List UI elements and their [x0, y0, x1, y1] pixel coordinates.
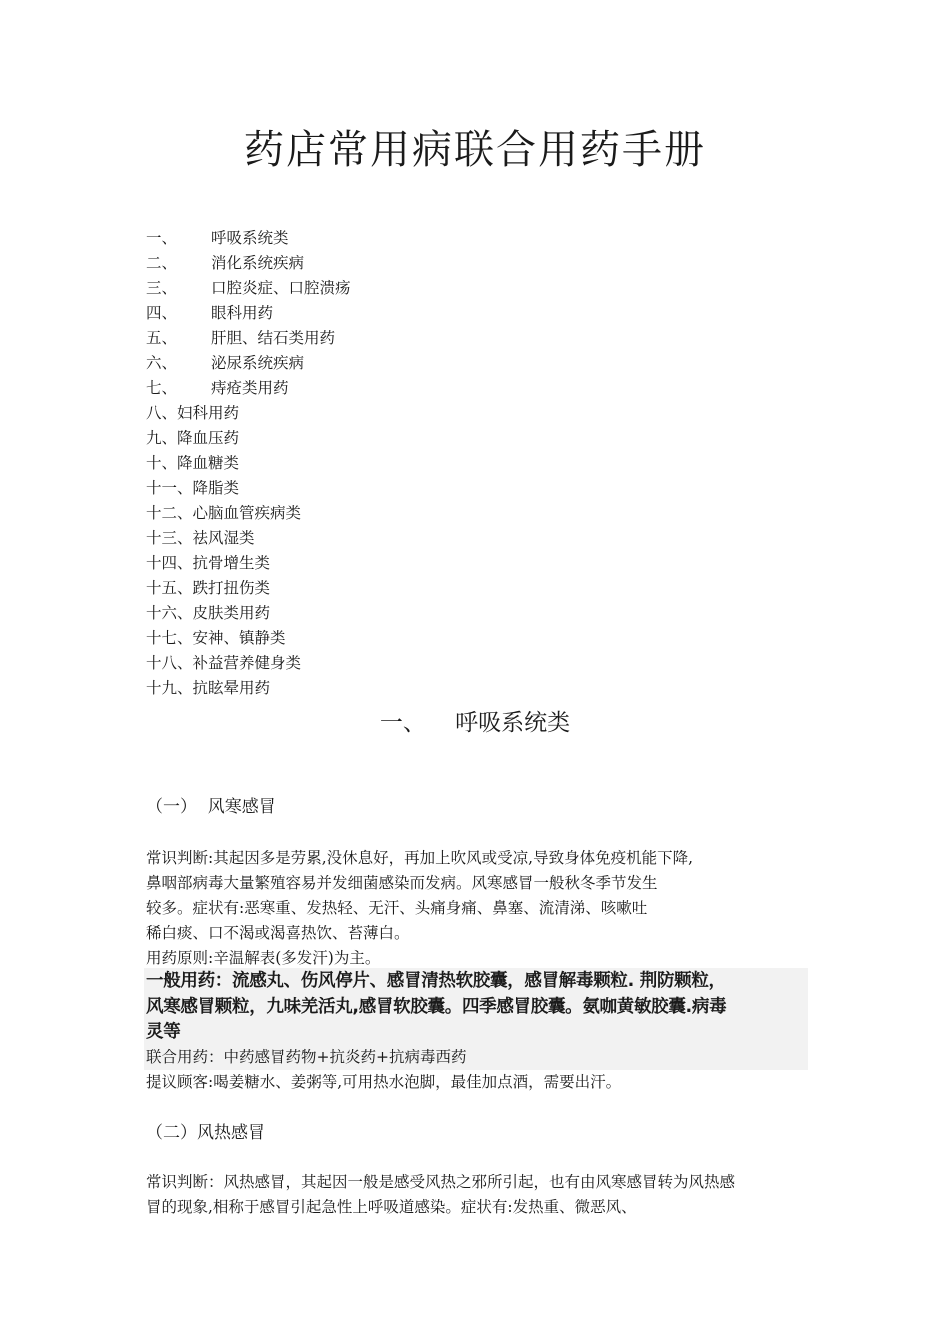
toc-item-number: 六、: [146, 354, 178, 372]
general-medication-line: 一般用药：流感丸、伤风停片、感冒清热软胶囊，感冒解毒颗粒. 荆防颗粒，: [146, 971, 726, 991]
toc-item-number: 十九、: [146, 679, 193, 697]
customer-advice: 提议顾客:喝姜糖水、姜粥等,可用热水泡脚，最佳加点酒，需要出汗。: [146, 1073, 622, 1091]
toc-item-label: 安神、镇静类: [192, 629, 286, 647]
table-of-contents: [146, 226, 806, 701]
toc-item-label: 跌打扭伤类: [192, 579, 271, 597]
toc-item-number: 九、: [146, 429, 178, 447]
toc-item-label: 妇科用药: [177, 404, 240, 422]
paragraph-line: 较多。症状有:恶寒重、发热轻、无汗、头痛身痛、鼻塞、流清涕、咳嗽吐: [146, 899, 648, 917]
toc-item: [146, 426, 806, 451]
paragraph-line: 冒的现象,相称于感冒引起急性上呼吸道感染。症状有:发热重、微恶风、: [146, 1198, 637, 1216]
medication-principle: 用药原则:辛温解表(多发汗)为主。: [146, 949, 381, 967]
toc-item-number: 十三、: [146, 529, 193, 547]
toc-item: [146, 576, 806, 601]
toc-item-label: 降脂类: [192, 479, 240, 497]
toc-item: [146, 376, 806, 401]
paragraph-line: 常识判断：风热感冒，其起因一般是感受风热之邪所引起，也有由风寒感冒转为风热感: [146, 1173, 736, 1191]
paragraph-line: 稀白痰、口不渴或渴喜热饮、苔薄白。: [146, 924, 410, 942]
toc-item-label: 消化系统疾病: [211, 254, 305, 272]
toc-item-number: 十二、: [146, 504, 193, 522]
toc-item: [146, 451, 806, 476]
toc-item-number: 十、: [146, 454, 178, 472]
document-title: 药店常用病联合用药手册: [244, 127, 706, 173]
toc-item: [146, 401, 806, 426]
toc-item: [146, 301, 806, 326]
toc-item: [146, 251, 806, 276]
toc-item-number: 二、: [146, 254, 178, 272]
toc-item: [146, 276, 806, 301]
toc-item-label: 降血压药: [177, 429, 240, 447]
toc-item-label: 口腔炎症、口腔溃疡: [211, 279, 351, 297]
toc-item-number: 八、: [146, 404, 178, 422]
diagnosis-paragraph-wind-heat: [146, 1170, 806, 1220]
toc-item-label: 心脑血管疾病类: [192, 504, 302, 522]
toc-item-label: 呼吸系统类: [211, 229, 289, 247]
toc-item-label: 肝胆、结石类用药: [211, 329, 336, 347]
toc-item: [146, 326, 806, 351]
toc-item: [146, 676, 806, 701]
toc-item-label: 降血糖类: [177, 454, 240, 472]
toc-item: [146, 476, 806, 501]
general-medication-line: 灵等: [146, 1022, 181, 1042]
toc-item: [146, 501, 806, 526]
subsection-heading-wind-cold: （一） 风寒感冒: [146, 797, 276, 817]
subsection-heading-wind-heat: （二）风热感冒: [146, 1123, 265, 1143]
paragraph-line: 常识判断:其起因多是劳累,没休息好，再加上吹风或受凉,导致身体免疫机能下降,: [146, 849, 694, 867]
toc-item-number: 十四、: [146, 554, 193, 572]
toc-item-number: 三、: [146, 279, 178, 297]
paragraph-line: 鼻咽部病毒大量繁殖容易并发细菌感染而发病。风寒感冒一般秋冬季节发生: [146, 874, 658, 892]
toc-item-label: 抗眩晕用药: [192, 679, 271, 697]
combined-medication: 联合用药：中药感冒药物+抗炎药+抗病毒西药: [146, 1048, 467, 1066]
toc-item-number: 十七、: [146, 629, 193, 647]
toc-item-number: 十五、: [146, 579, 193, 597]
toc-item: [146, 601, 806, 626]
toc-item-label: 祛风湿类: [192, 529, 255, 547]
toc-item-label: 痔疮类用药: [211, 379, 289, 397]
general-medication-line: 风寒感冒颗粒，九味羌活丸,感冒软胶囊。四季感冒胶囊。氨咖黄敏胶囊.病毒: [146, 996, 727, 1017]
toc-item: [146, 226, 806, 251]
diagnosis-paragraph-wind-cold: [146, 846, 806, 971]
toc-item: [146, 551, 806, 576]
toc-item: [146, 526, 806, 551]
section-heading: 一、 呼吸系统类: [379, 710, 571, 736]
toc-item-number: 一、: [146, 229, 178, 247]
toc-item-number: 十六、: [146, 604, 193, 622]
toc-item-number: 七、: [146, 379, 178, 397]
toc-item-number: 十八、: [146, 654, 193, 672]
toc-item-label: 泌尿系统疾病: [211, 354, 305, 372]
toc-item: [146, 651, 806, 676]
toc-item-number: 五、: [146, 329, 178, 347]
toc-item-label: 皮肤类用药: [192, 604, 271, 622]
toc-item-label: 补益营养健身类: [192, 654, 302, 672]
toc-item: [146, 351, 806, 376]
toc-item-label: 眼科用药: [211, 304, 274, 322]
toc-item-number: 十一、: [146, 479, 193, 497]
toc-item-number: 四、: [146, 304, 178, 322]
combined-medication-paragraph: [146, 1045, 806, 1095]
toc-item-label: 抗骨增生类: [192, 554, 271, 572]
toc-item: [146, 626, 806, 651]
general-medication-block: [146, 969, 808, 1046]
